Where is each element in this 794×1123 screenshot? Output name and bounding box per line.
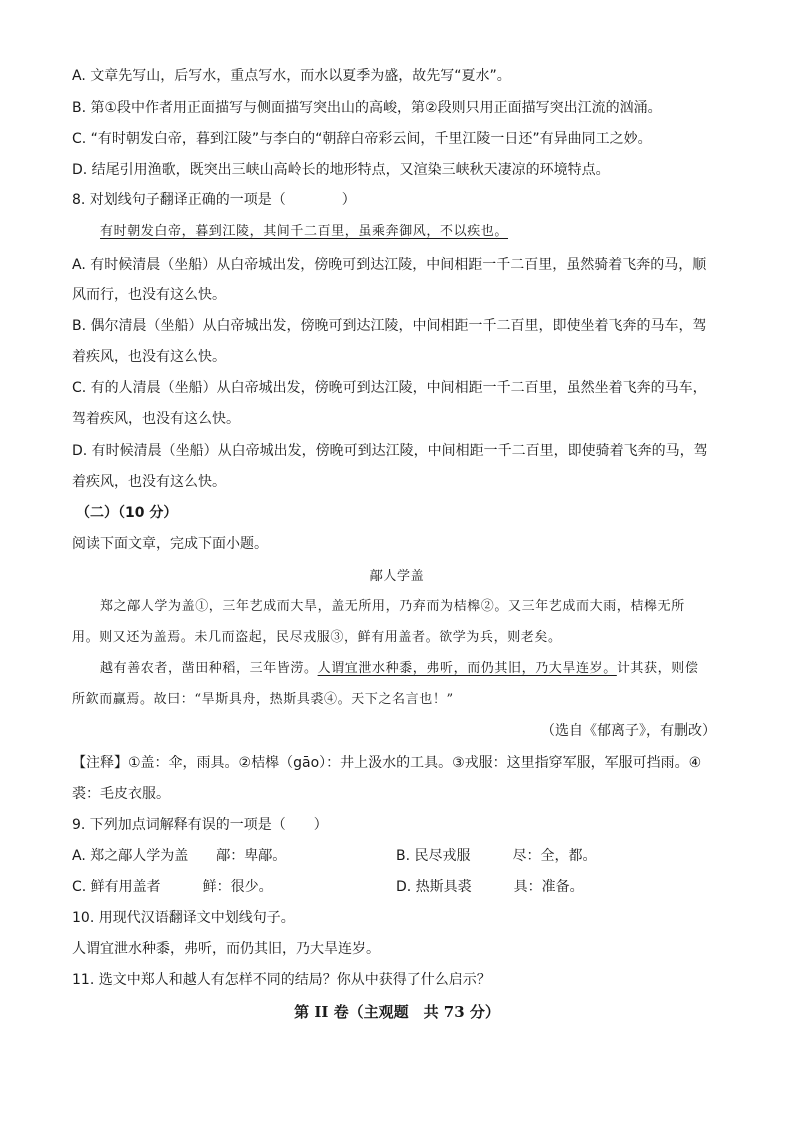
q10-stem: 10. 用现代汉语翻译文中划线句子。 (72, 910, 295, 926)
q8-option-d-line2: 着疾风，也没有这么快。 (72, 474, 226, 490)
passage-para2-text-a: 越有善农者，凿田种稻，三年皆涝。 (100, 661, 318, 676)
notes-line2: 裘：毛皮衣服。 (72, 786, 170, 802)
q7-option-c: C. “有时朝发白帝，暮到江陵”与李白的“朝辞白帝彩云间，千里江陵一日还”有异曲同工之妙。 (72, 131, 652, 147)
part2-title: 第 II 卷（主观题 共 73 分） (294, 1003, 500, 1021)
q8-option-b-line1: B. 偶尔清晨（坐船）从白帝城出发，傍晚可到达江陵，中间相距一千二百里，即使坐着飞奔的马车，驾 (72, 318, 707, 334)
notes-line1: 【注释】①盖：伞，雨具。②桔槔（gāo）：井上汲水的工具。③戎服：这里指穿军服，军服可挡雨。④ (72, 755, 702, 771)
q7-option-b: B. 第①段中作者用正面描写与侧面描写突出山的高峻，第②段则只用正面描写突出江流的汹涌。 (72, 100, 662, 116)
passage-source: （选自《郁离子》，有删改） (541, 723, 716, 739)
q10-sentence: 人谓宜泄水种黍，弗听，而仍其旧，乃大旱连岁。 (72, 941, 380, 957)
passage-para2-line2: 所欽而赢焉。故曰：“旱斯具舟，热斯具裘④。天下之名言也！” (72, 692, 454, 707)
q9-stem: 9. 下列加点词解释有误的一项是（ ） (72, 817, 328, 833)
q9-option-c: C. 鲜有用盖者 鲜：很少。 (72, 879, 273, 895)
q8-option-c-line1: C. 有的人清晨（坐船）从白帝城出发，傍晚可到达江陵，中间相距一千二百里，虽然坐着飞奔的马车， (72, 380, 707, 396)
q9-option-d: D. 热斯具裘 具：准备。 (396, 879, 584, 895)
q9-option-b: B. 民尽戎服 尽：全，都。 (396, 848, 597, 864)
passage-para1-line1: 郑之鄗人学为盖①，三年艺成而大旱，盖无所用，乃弃而为桔槔②。又三年艺成而大雨，桔槔无所 (100, 599, 685, 614)
q7-option-a: A. 文章先写山，后写水，重点写水，而水以夏季为盛，故先写“夏水”。 (72, 68, 511, 84)
q11-stem: 11. 选文中郑人和越人有怎样不同的结局？你从中获得了什么启示？ (72, 972, 491, 988)
q8-option-a-line1: A. 有时候清晨（坐船）从白帝城出发，傍晚可到达江陵，中间相距一千二百里，虽然骑着飞奔的马，顺 (72, 257, 707, 273)
q8-option-a-line2: 风而行，也没有这么快。 (72, 287, 226, 303)
q8-stem: 8. 对划线句子翻译正确的一项是（ ） (72, 192, 356, 208)
passage-title: 鄗人学盖 (369, 569, 425, 584)
q8-option-b-line2: 着疾风，也没有这么快。 (72, 349, 226, 365)
section2-instruction: 阅读下面文章，完成下面小题。 (72, 536, 268, 552)
q9-option-a: A. 郑之鄗人学为盖 鄗：卑鄗。 (72, 848, 287, 864)
section2-heading: （二）（10 分） (76, 505, 178, 521)
q8-quoted-sentence: 有时朝发白帝，暮到江陵，其间千二百里，虽乘奔御风，不以疾也。 (100, 224, 509, 239)
q8-option-c-line2: 驾着疾风，也没有这么快。 (72, 411, 240, 427)
passage-para1-line2: 用。则又还为盖焉。未几而盗起，民尽戎服③，鲜有用盖者。欲学为兵，则老矣。 (72, 630, 562, 645)
passage-para2-text-b: 计其获，则偿 (616, 661, 699, 676)
q8-option-d-line1: D. 有时候清晨（坐船）从白帝城出发，傍晚可到达江陵，中间相距一千二百里，即使骑着飞奔的马，驾 (72, 443, 708, 459)
passage-para2-line1 (100, 659, 750, 679)
q7-option-d: D. 结尾引用渔歌，既突出三峡山高岭长的地形特点，又渲染三峡秋天凄凉的环境特点。 (72, 162, 610, 178)
passage-underlined-sentence: 人谓宜泄水种黍，弗听，而仍其旧，乃大旱连岁。 (317, 661, 617, 676)
